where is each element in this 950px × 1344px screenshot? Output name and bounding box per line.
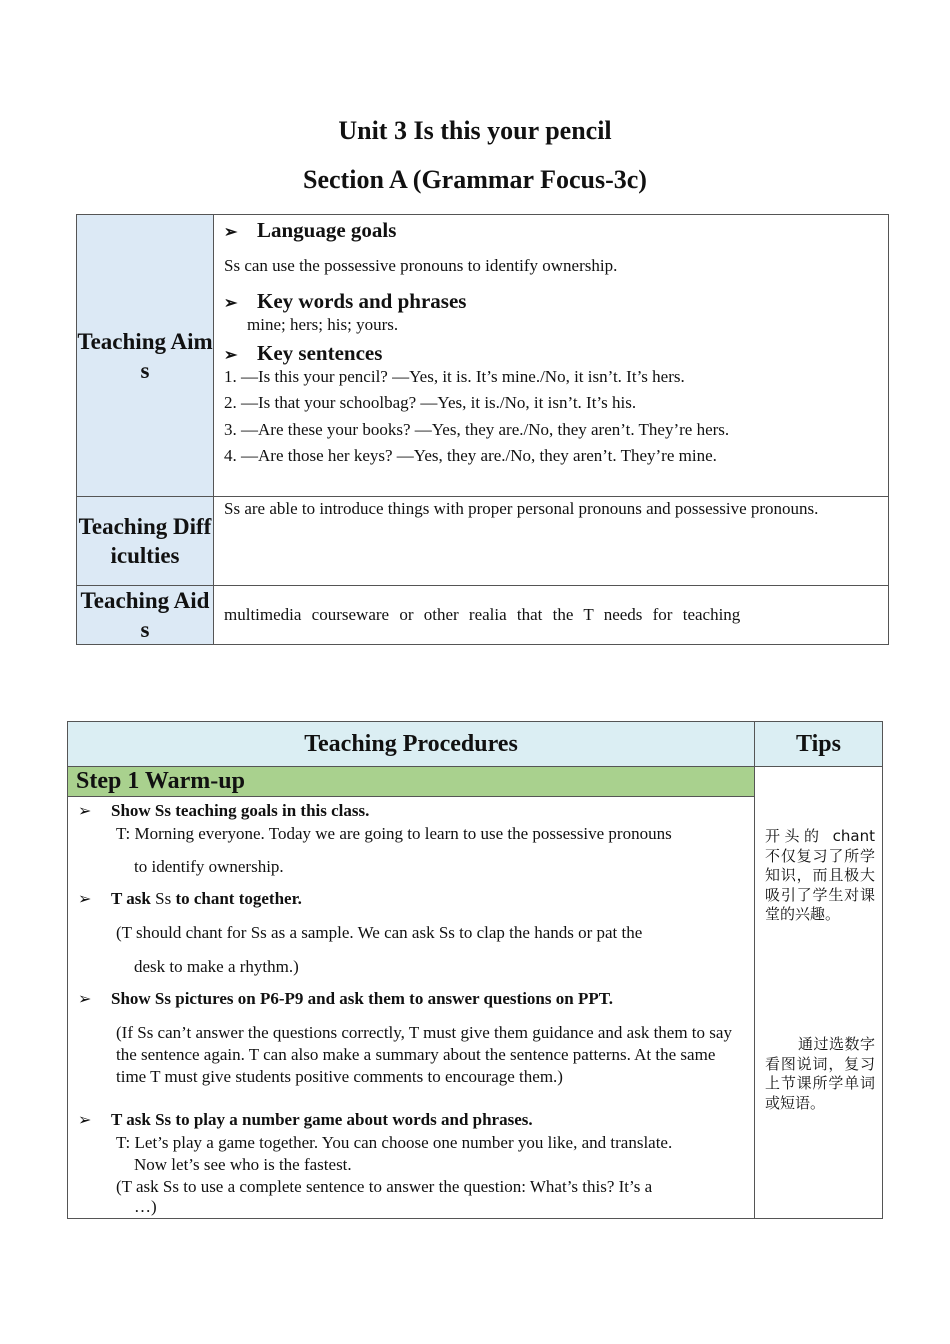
key-words-text: mine; hers; his; yours. — [247, 315, 399, 334]
arrow-bullet-icon: ➢ — [78, 991, 92, 1008]
key-sentences-heading: ➢ Key sentences — [224, 341, 383, 365]
teaching-difficulties-text: Ss are able to introduce things with proper personal pronouns and possessive pronouns. — [214, 497, 889, 586]
arrow-bullet-icon: ➢ — [78, 891, 92, 908]
tip-number-game: 通过选数字看图说词，复习上节课所学单词或短语。 — [765, 1035, 875, 1112]
teaching-aims-label: Teaching Aims — [77, 215, 214, 497]
page-subtitle: Section A (Grammar Focus-3c) — [303, 165, 647, 194]
tip-chant: 开头的 chant 不仅复习了所学知识，而且极大吸引了学生对课堂的兴趣。 — [765, 827, 875, 923]
key-sentence-1: 1. —Is this your pencil? —Yes, it is. It’s mine./No, it isn’t. It’s hers. — [224, 367, 685, 386]
game-line1: T: Let’s play a game together. You can choose one number you like, and translate. — [116, 1133, 673, 1152]
key-sentence-4: 4. —Are those her keys? —Yes, they are./No, they aren’t. They’re mine. — [224, 446, 717, 465]
pictures-note: (If Ss can’t answer the questions correctly, T must give them guidance and ask them to say the sentence again. T can also make a summary about the sentence patterns. At the same time T must give students positive comments to encourage them.) — [116, 1023, 732, 1086]
key-sentence-3: 3. —Are these your books? —Yes, they are./No, they aren’t. They’re hers. — [224, 420, 730, 439]
tips-cell — [755, 767, 883, 1219]
step-1-heading: Step 1 Warm-up — [68, 767, 755, 797]
arrow-bullet-icon: ➢ — [224, 347, 238, 364]
teacher-greeting-line1: T: Morning everyone. Today we are going to learn to use the possessive pronouns — [116, 824, 672, 843]
key-sentence-2: 2. —Is that your schoolbag? —Yes, it is./No, it isn’t. It’s his. — [224, 393, 637, 412]
chant-note-line1: (T should chant for Ss as a sample. We can ask Ss to clap the hands or pat the — [116, 923, 643, 942]
game-line4: …) — [134, 1197, 157, 1216]
language-goals-heading: ➢ Language goals — [224, 218, 397, 242]
chant-note-line2: desk to make a rhythm.) — [134, 957, 299, 976]
teaching-procedures-header: Teaching Procedures — [68, 722, 755, 767]
teaching-aids-label: Teaching Aids — [77, 586, 214, 645]
arrow-bullet-icon: ➢ — [224, 224, 238, 241]
game-line2: Now let’s see who is the fastest. — [134, 1155, 352, 1174]
teacher-greeting-line2: to identify ownership. — [134, 857, 284, 876]
arrow-bullet-icon: ➢ — [78, 803, 92, 820]
bullet-number-game: ➢ T ask Ss to play a number game about words and phrases. — [78, 1110, 533, 1129]
procedure-content — [68, 797, 755, 1219]
teaching-aims-content — [214, 215, 889, 497]
teaching-difficulties-label: Teaching Difficulties — [77, 497, 214, 586]
language-goals-text: Ss can use the possessive pronouns to identify ownership. — [224, 256, 618, 275]
procedures-table — [67, 721, 883, 1219]
arrow-bullet-icon: ➢ — [224, 295, 238, 312]
arrow-bullet-icon: ➢ — [78, 1112, 92, 1129]
key-words-heading: ➢ Key words and phrases — [224, 289, 467, 313]
page-title: Unit 3 Is this your pencil — [338, 116, 612, 145]
bullet-teaching-goals: ➢ Show Ss teaching goals in this class. — [78, 801, 370, 820]
bullet-pictures: ➢ Show Ss pictures on P6-P9 and ask them to answer questions on PPT. — [78, 989, 614, 1008]
bullet-chant: ➢ T ask Ss to chant together. — [78, 889, 302, 908]
game-line3: (T ask Ss to use a complete sentence to answer the question: What’s this? It’s a — [116, 1177, 653, 1196]
tips-header: Tips — [755, 722, 883, 767]
teaching-aids-text: multimedia courseware or other realia that the T needs for teaching — [214, 586, 889, 645]
aims-table — [76, 214, 889, 645]
